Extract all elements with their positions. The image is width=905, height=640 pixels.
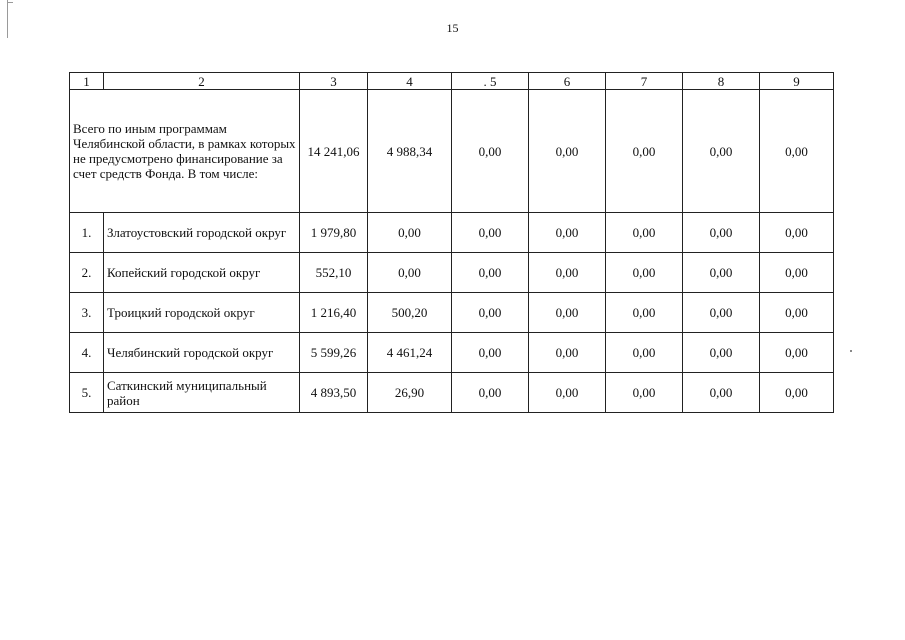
cell-value: 4 461,24: [368, 333, 452, 373]
total-value: 0,00: [529, 90, 606, 213]
total-value: 0,00: [683, 90, 760, 213]
cell-value: 4 893,50: [300, 373, 368, 413]
cell-value: 0,00: [606, 293, 683, 333]
cell-value: 0,00: [760, 333, 834, 373]
table-row: [70, 373, 834, 413]
cell-value: 0,00: [529, 373, 606, 413]
cell-value: 0,00: [683, 293, 760, 333]
cell-value: 0,00: [606, 373, 683, 413]
scan-speck: [850, 350, 852, 352]
table-row: [70, 213, 834, 253]
district-name: Троицкий городской округ: [104, 293, 300, 333]
cell-value: 5 599,26: [300, 333, 368, 373]
district-name: Копейский городской округ: [104, 253, 300, 293]
cell-value: 0,00: [452, 333, 529, 373]
cell-value: 0,00: [529, 213, 606, 253]
total-value: 14 241,06: [300, 90, 368, 213]
district-name: Саткинский муниципальный район: [104, 373, 300, 413]
cell-value: 0,00: [606, 253, 683, 293]
cell-value: 0,00: [683, 213, 760, 253]
total-row: [70, 90, 834, 213]
cell-value: 26,90: [368, 373, 452, 413]
cell-value: 0,00: [683, 373, 760, 413]
row-index: 2.: [70, 253, 104, 293]
district-name: Златоустовский городской округ: [104, 213, 300, 253]
total-value: 0,00: [606, 90, 683, 213]
column-number: . 5: [452, 73, 529, 90]
column-number: 1: [70, 73, 104, 90]
cell-value: 0,00: [606, 213, 683, 253]
cell-value: 0,00: [368, 213, 452, 253]
total-value: 0,00: [452, 90, 529, 213]
table-row: [70, 293, 834, 333]
total-value: 0,00: [760, 90, 834, 213]
cell-value: 500,20: [368, 293, 452, 333]
cell-value: 1 979,80: [300, 213, 368, 253]
column-number: 8: [683, 73, 760, 90]
column-number: 6: [529, 73, 606, 90]
cell-value: 0,00: [760, 253, 834, 293]
total-value: 4 988,34: [368, 90, 452, 213]
cell-value: 0,00: [683, 333, 760, 373]
column-number: 7: [606, 73, 683, 90]
column-number: 3: [300, 73, 368, 90]
row-index: 1.: [70, 213, 104, 253]
cell-value: 0,00: [683, 253, 760, 293]
district-name: Челябинский городской округ: [104, 333, 300, 373]
cell-value: 0,00: [760, 373, 834, 413]
row-index: 4.: [70, 333, 104, 373]
cell-value: 0,00: [452, 373, 529, 413]
cell-value: 0,00: [452, 293, 529, 333]
funding-table: [69, 72, 834, 413]
column-number-row: [70, 73, 834, 90]
cell-value: 0,00: [760, 293, 834, 333]
page-number: 15: [446, 21, 459, 35]
column-number: 4: [368, 73, 452, 90]
column-number: 9: [760, 73, 834, 90]
total-row-label: Всего по иным программам Челябинской области, в рамках которых не предусмотрено финансирование за счет средств Фонда. В том числе:: [70, 90, 300, 213]
cell-value: 0,00: [529, 253, 606, 293]
scan-corner-mark-top: [7, 2, 13, 3]
cell-value: 0,00: [529, 293, 606, 333]
cell-value: 0,00: [529, 333, 606, 373]
table-row: [70, 333, 834, 373]
table-row: [70, 253, 834, 293]
row-index: 5.: [70, 373, 104, 413]
cell-value: 0,00: [760, 213, 834, 253]
cell-value: 0,00: [606, 333, 683, 373]
column-number: 2: [104, 73, 300, 90]
row-index: 3.: [70, 293, 104, 333]
cell-value: 0,00: [452, 213, 529, 253]
cell-value: 0,00: [368, 253, 452, 293]
cell-value: 1 216,40: [300, 293, 368, 333]
cell-value: 552,10: [300, 253, 368, 293]
cell-value: 0,00: [452, 253, 529, 293]
